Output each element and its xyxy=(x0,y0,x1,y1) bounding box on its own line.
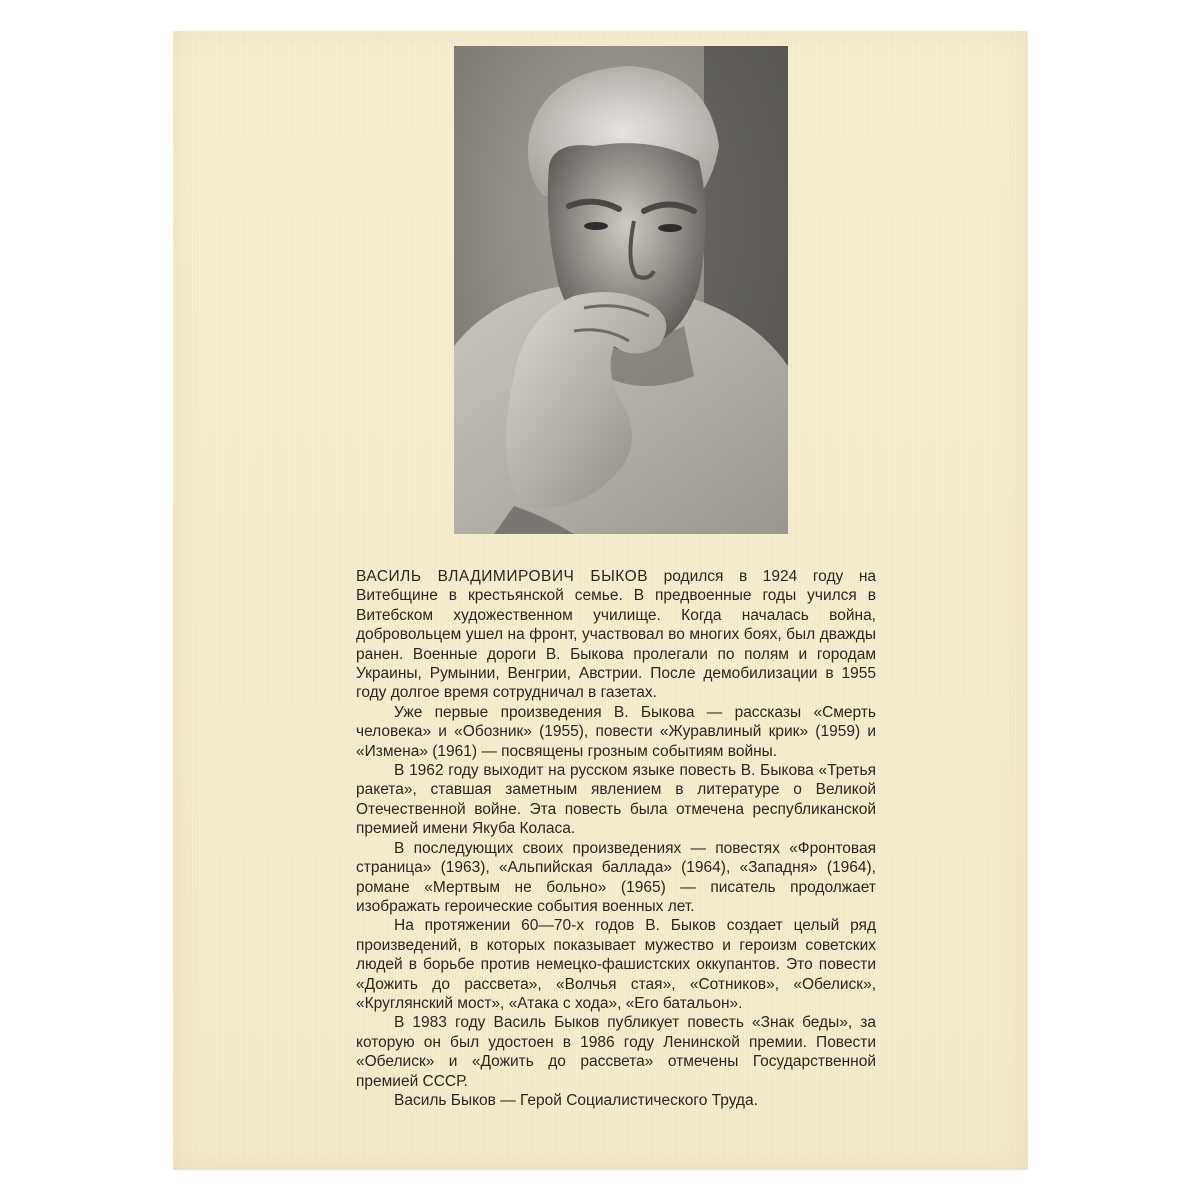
bio-paragraph-7: Василь Быков — Герой Социалистического Труда. xyxy=(394,1091,758,1109)
bio-paragraph-3: В 1962 году выходит на русском языке повесть В. Быкова «Третья ракета», ставшая заметным явлением в литературе о Великой Отечественной войне. Эта повесть была отмечена республиканской премией имени Якуба Коласа. xyxy=(356,762,876,838)
bio-paragraph-2: Уже первые произведения В. Быкова — рассказы «Смерть человека» и «Обозник» (1955), повести «Журавлиный крик» (1959) и «Измена» (1961) — посвящены грозным событиям войны. xyxy=(356,703,876,760)
author-name: ВАСИЛЬ ВЛАДИМИРОВИЧ БЫКОВ xyxy=(356,568,649,585)
bio-paragraph-1-text: родился в 1924 году на Витебщине в крестьянской семье. В предвоенные годы учился в Витебском художественном училище. Когда началась война, добровольцем ушел на фронт, участвовал во многих боях, был дважды ранен. Военные дороги В. Быкова пролегали по полям и городам Украины, Румынии, Венгрии, Австрии. После демобилизации в 1955 году долгое время сотрудничал в газетах. xyxy=(356,568,877,702)
bio-paragraph-6: В 1983 году Василь Быков публикует повесть «Знак беды», за которую он был удостоен в 1986 году Ленинской премии. Повести «Обелиск» и «Дожить до рассвета» отмечены Государственной премией СССР. xyxy=(356,1014,876,1090)
biography-text xyxy=(356,567,876,1110)
portrait-photo xyxy=(454,46,788,534)
bio-paragraph-4: В последующих своих произведениях — повестях «Фронтовая страница» (1963), «Альпийская баллада» (1964), «Западня» (1964), романе «Мертвым не больно» (1965) — писатель продолжает изображать героические события военных лет. xyxy=(356,839,876,915)
bio-paragraph-5: На протяжении 60—70-х годов В. Быков создает целый ряд произведений, в которых показывает мужество и героизм советских людей в борьбе против немецко-фашистских оккупантов. Это повести «Дожить до рассвета», «Волчья стая», «Сотников», «Обелиск», «Круглянский мост», «Атака с хода», «Его батальон». xyxy=(356,917,876,1012)
portrait-photo-icon xyxy=(454,46,788,534)
bio-paragraph-1 xyxy=(356,567,876,703)
book-page xyxy=(173,31,1028,1170)
